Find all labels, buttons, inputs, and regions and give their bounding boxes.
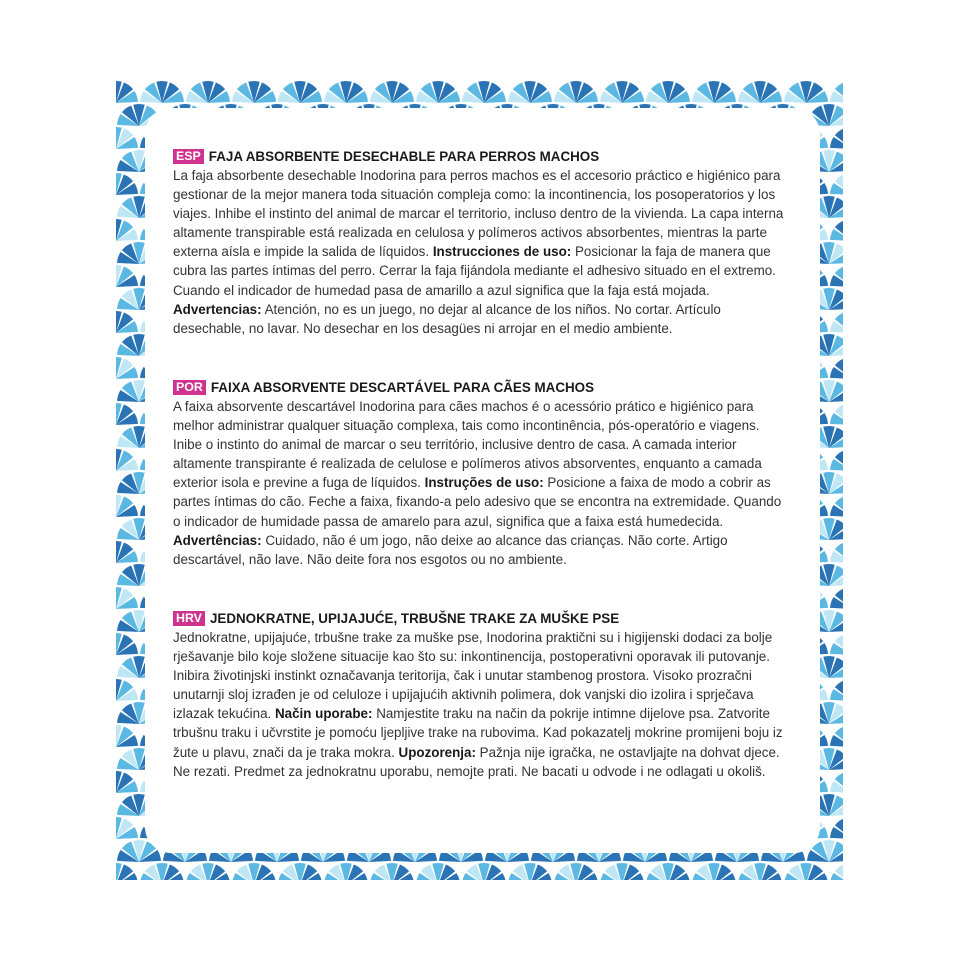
section-title: FAIXA ABSORVENTE DESCARTÁVEL PARA CÃES MACHOS <box>210 380 595 395</box>
usage-label: Način uporabe: <box>274 706 373 722</box>
section-body <box>173 628 788 781</box>
section-portuguese <box>173 378 788 569</box>
warning-label: Upozorenja: <box>398 744 476 760</box>
usage-label: Instrucciones de uso: <box>432 244 572 260</box>
usage-text: Posicione a faixa de modo a cobrir as partes íntimas do cão. Feche a faixa, fixando-a pelo adesivo que se encontra na extremidade. Quando o indicador de humidade passa de amarelo para azul, significa que a faixa está humedecida. <box>173 475 782 529</box>
intro-text: A faixa absorvente descartável Inodorina para cães machos é o acessório prático e higiénico para melhor administrar qualquer situação complexa, tais como incontinência, pós-operatório e viagens. Inibe o instinto do animal de marcar o seu território, inclusive dentro de casa. A camada interior altamente transpirante é realizada de celulose e polímeros ativos absorventes, enquanto a camada exterior isola e previne a fuga de líquidos. <box>173 399 762 491</box>
language-tag: HRV <box>173 611 205 626</box>
language-tag: POR <box>173 380 206 395</box>
usage-text: Namjestite traku na način da pokrije intimne dijelove psa. Zatvorite trbušnu traku i učvrstite je pomoću ljepljive trake na rubovima. Kad pokazatelj mokrine promijeni boju iz žute u plavu, znači da je traka mokra. <box>173 706 783 760</box>
warning-text: Pažnja nije igračka, ne ostavljajte na dohvat djece. Ne rezati. Predmet za jednokratnu uporabu, nemojte prati. Ne bacati u odvode i ne odlagati u okoliš. <box>173 744 780 779</box>
section-body <box>173 397 788 569</box>
section-croatian <box>173 609 788 781</box>
usage-label: Instruções de uso: <box>424 475 544 491</box>
section-body <box>173 166 788 338</box>
warning-label: Advertencias: <box>173 301 262 317</box>
warning-text: Atención, no es un juego, no dejar al alcance de los niños. No cortar. Artículo desechable, no lavar. No desechar en los desagües ni arrojar en el medio ambiente. <box>173 301 721 336</box>
section-spanish <box>173 147 788 338</box>
warning-label: Advertências: <box>173 532 262 548</box>
section-title: FAJA ABSORBENTE DESECHABLE PARA PERROS MACHOS <box>208 149 600 164</box>
section-title: JEDNOKRATNE, UPIJAJUĆE, TRBUŠNE TRAKE ZA MUŠKE PSE <box>209 611 620 626</box>
warning-text: Cuidado, não é um jogo, não deixe ao alcance das crianças. Não corte. Artigo descartável, não lave. Não deite fora nos esgotos ou no ambiente. <box>173 532 728 567</box>
intro-text: Jednokratne, upijajuće, trbušne trake za muške pse, Inodorina praktični su i higijenski dodaci za bolje rješavanje bilo koje složene situacije kao što su: inkontinencija, postoperativni oporavak ili putovanje. Inibira životinjski instinkt označavanja teritorija, čak i unutar stambenog prostora. Visoko prozračni unutarnji sloj izrađen je od celuloze i upijajućih aktivnih polimera, dok vanjski dio izolira i sprječava izlazak tekućina. <box>173 630 773 722</box>
section-heading <box>173 609 788 628</box>
language-tag: ESP <box>173 149 204 164</box>
section-heading <box>173 378 788 397</box>
section-heading <box>173 147 788 166</box>
intro-text: La faja absorbente desechable Inodorina para perros machos es el accesorio práctico e higiénico para gestionar de la mejor manera toda situación compleja como: la incontinencia, los posoperatorios y los viajes. Inhibe el instinto del animal de marcar el territorio, incluso dentro de la vivienda. La capa interna altamente transpirable está realizada en celulosa y polímeros activos absorbentes, mientras la parte externa aísla e impide la salida de líquidos. <box>173 168 784 260</box>
usage-text: Posicionar la faja de manera que cubra las partes íntimas del perro. Cerrar la faja fijándola mediante el adhesivo situado en el extremo. Cuando el indicador de humedad pasa de amarillo a azul significa que la faja está mojada. <box>173 244 776 298</box>
